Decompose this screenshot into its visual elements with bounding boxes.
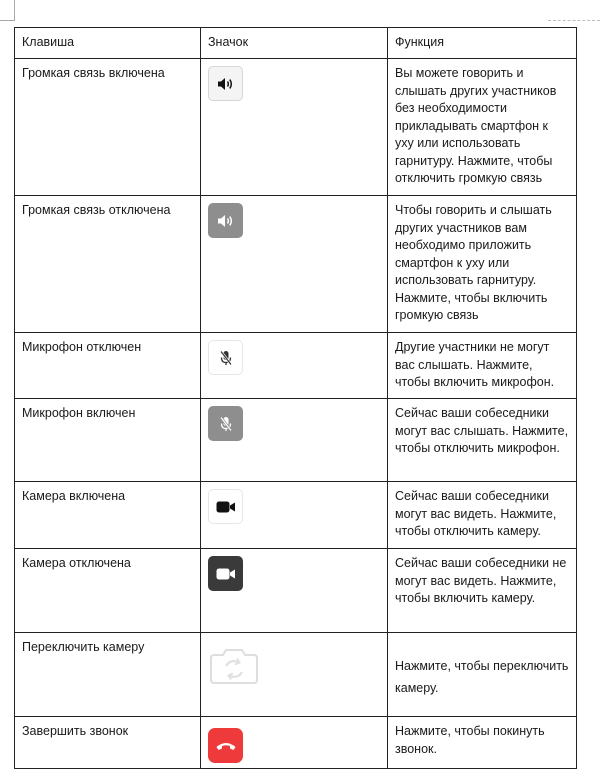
camera-on-icon — [208, 489, 243, 524]
key-label: Громкая связь включена — [15, 59, 201, 196]
icon-cell — [201, 717, 388, 769]
function-text: Сейчас ваши собеседники могут вас видеть. Нажмите, чтобы отключить камеру. — [388, 482, 577, 549]
icon-cell — [201, 633, 388, 717]
table-row — [15, 399, 577, 482]
function-text: Сейчас ваши собеседники могут вас слышать. Нажмите, чтобы отключить микрофон. — [388, 399, 577, 482]
key-label: Камера включена — [15, 482, 201, 549]
function-text: Нажмите, чтобы переключить камеру. — [388, 633, 577, 717]
header-icon: Значок — [201, 28, 388, 59]
header-function: Функция — [388, 28, 577, 59]
key-label: Переключить камеру — [15, 633, 201, 717]
table-row — [15, 333, 577, 399]
icon-cell — [201, 399, 388, 482]
table-header-row — [15, 28, 577, 59]
function-text: Вы можете говорить и слышать других участников без необходимости прикладывать смартфон к уху или использовать гарнитуру. Нажмите, чтобы отключить громкую связь — [388, 59, 577, 196]
end-call-icon — [208, 728, 243, 763]
key-label: Микрофон включен — [15, 399, 201, 482]
icon-cell — [201, 549, 388, 633]
function-text: Нажмите, чтобы покинуть звонок. — [388, 717, 577, 769]
speaker-on-icon — [208, 66, 243, 101]
table-row — [15, 482, 577, 549]
page-edge-mark — [548, 20, 600, 21]
table-row — [15, 196, 577, 333]
table-row — [15, 633, 577, 717]
table-row — [15, 717, 577, 769]
icon-cell — [201, 482, 388, 549]
key-label: Микрофон отключен — [15, 333, 201, 399]
speaker-off-icon — [208, 203, 243, 238]
header-key: Клавиша — [15, 28, 201, 59]
key-label: Громкая связь отключена — [15, 196, 201, 333]
function-text: Чтобы говорить и слышать других участников вам необходимо приложить смартфон к уху или использовать гарнитуру. Нажмите, чтобы включить громкую связь — [388, 196, 577, 333]
controls-table — [14, 27, 577, 769]
switch-camera-icon — [208, 645, 260, 687]
mic-off-icon — [208, 340, 243, 375]
key-label: Камера отключена — [15, 549, 201, 633]
mic-on-icon — [208, 406, 243, 441]
function-text: Сейчас ваши собеседники не могут вас видеть. Нажмите, чтобы включить камеру. — [388, 549, 577, 633]
icon-cell — [201, 196, 388, 333]
icon-cell — [201, 59, 388, 196]
function-text: Другие участники не могут вас слышать. Нажмите, чтобы включить микрофон. — [388, 333, 577, 399]
page-corner-mark — [0, 0, 15, 21]
icon-cell — [201, 333, 388, 399]
key-label: Завершить звонок — [15, 717, 201, 769]
table-row — [15, 59, 577, 196]
table-row — [15, 549, 577, 633]
camera-off-icon — [208, 556, 243, 591]
